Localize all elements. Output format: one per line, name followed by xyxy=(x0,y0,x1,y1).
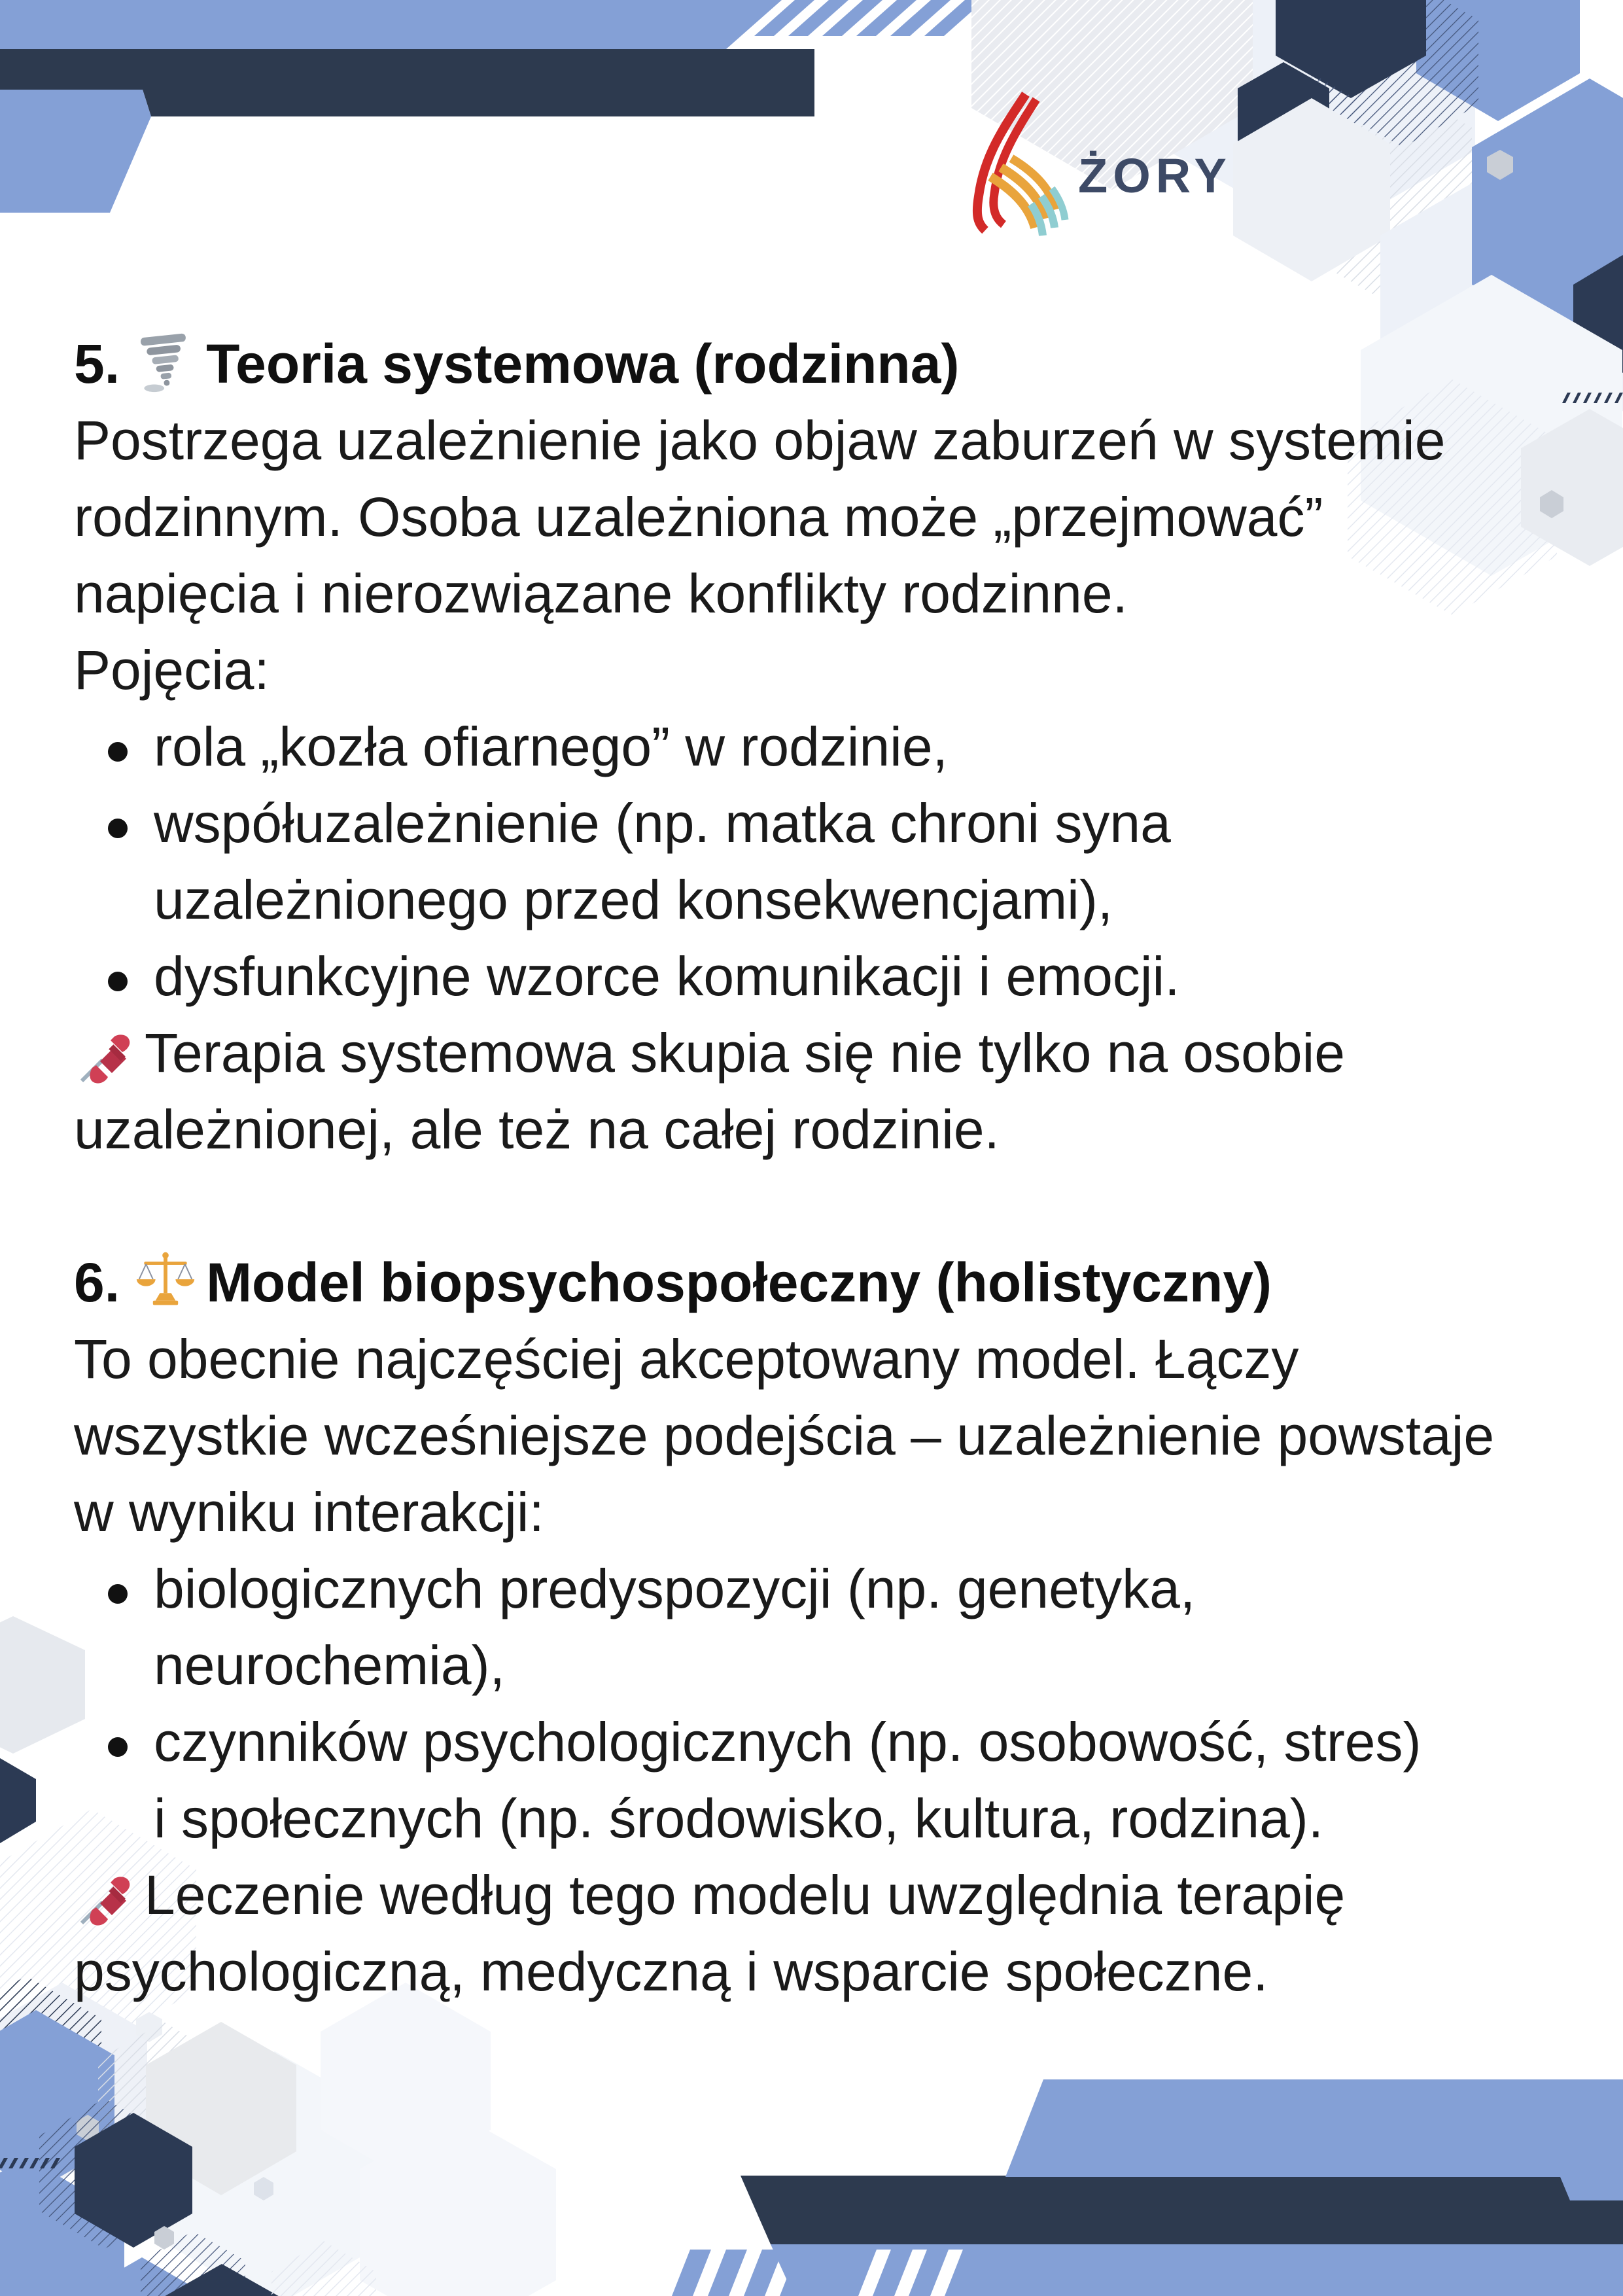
pin-text: Leczenie według tego modelu uwzględnia terapię xyxy=(145,1864,1346,1926)
text-line: wszystkie wcześniejsze podejścia – uzależnienie powstaje xyxy=(74,1405,1495,1466)
bullet-icon xyxy=(108,1737,128,1757)
bullet-continuation-line: i społecznych (np. środowisko, kultura, rodzina). xyxy=(154,1788,1324,1849)
hexagon-shape xyxy=(0,1616,85,1754)
text-line: Postrzega uzależnienie jako objaw zaburzeń w systemie xyxy=(74,410,1446,471)
text-line: uzależnionej, ale też na całej rodzinie. xyxy=(74,1099,1000,1160)
bullet-line xyxy=(74,1551,1598,1627)
section-6-title: Model biopsychospołeczny (holistyczny) xyxy=(206,1252,1272,1313)
bullet-continuation-line: uzależnionego przed konsekwencjami), xyxy=(154,869,1113,930)
section-5-number: 5. xyxy=(74,333,120,395)
bullet-text: biologicznych predyspozycji (np. genetyka, xyxy=(154,1558,1196,1619)
bullet-line xyxy=(74,709,1598,785)
text-line: To obecnie najczęściej akceptowany model. Łączy xyxy=(74,1328,1299,1390)
section-gap xyxy=(74,1168,1598,1245)
bullet-text: rola „kozła ofiarnego” w rodzinie, xyxy=(154,716,948,777)
bullet-icon xyxy=(108,742,128,762)
section-6-number: 6. xyxy=(74,1252,120,1313)
bottom-left-hexagons xyxy=(0,1976,556,2296)
tornado-icon xyxy=(134,330,197,393)
scales-icon xyxy=(134,1249,197,1312)
text-line: psychologiczną, medyczną i wsparcie społeczne. xyxy=(74,1941,1268,2002)
text-line: rodzinnym. Osoba uzależniona może „przejmować” xyxy=(74,486,1323,548)
section-6-heading xyxy=(74,1245,1598,1321)
bullet-text: dysfunkcyjne wzorce komunikacji i emocji. xyxy=(154,945,1180,1007)
top-left-banner xyxy=(0,0,985,213)
bullet-text: współuzależnienie (np. matka chroni syna xyxy=(154,792,1171,854)
hexagon-shape xyxy=(0,1758,36,1843)
city-logo-name: ŻORY xyxy=(1078,149,1232,203)
text-line: w wyniku interakcji: xyxy=(74,1481,544,1543)
pushpin-icon xyxy=(74,1863,139,1928)
section-5-title: Teoria systemowa (rodzinna) xyxy=(206,333,960,395)
pushpin-icon xyxy=(74,1021,139,1086)
bullet-line xyxy=(74,1704,1598,1780)
pin-line xyxy=(74,1015,1598,1091)
bullet-icon xyxy=(108,972,128,991)
text-line: Pojęcia: xyxy=(74,639,270,701)
bullet-line xyxy=(74,938,1598,1015)
bullet-text: czynników psychologicznych (np. osobowość, stres) xyxy=(154,1711,1422,1773)
bottom-right-banner xyxy=(672,2079,1623,2296)
bullet-icon xyxy=(108,819,128,838)
section-5-heading xyxy=(74,326,1598,402)
text-line: napięcia i nierozwiązane konflikty rodzinne. xyxy=(74,563,1128,624)
bullet-continuation-line: neurochemia), xyxy=(154,1634,505,1696)
pin-text: Terapia systemowa skupia się nie tylko na osobie xyxy=(145,1022,1345,1084)
bullet-icon xyxy=(108,1584,128,1604)
bullet-line xyxy=(74,785,1598,862)
pin-line xyxy=(74,1857,1598,1934)
document-body xyxy=(74,326,1598,2010)
